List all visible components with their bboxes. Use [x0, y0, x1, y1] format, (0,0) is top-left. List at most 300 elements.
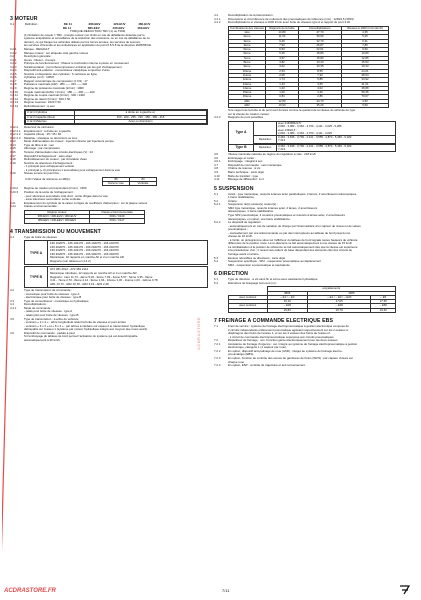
line-text: Avant : type mécanique, ressorts à lames acier paraboliques, 2 lames, 2 amortisseurs télescopiques,: [228, 192, 357, 196]
line-number: 3.21: [10, 201, 16, 205]
table-cell: 7ème: [229, 56, 266, 60]
noise-value: 83: [130, 177, 157, 181]
ratio-values: 3,462 - 3,636 - 3,793 - 4,121 - 4,555 - 4,874 - 5,466 - 6,182: [278, 143, 352, 148]
table-cell: 22,61: [299, 48, 342, 52]
line-number: 4.10: [214, 174, 220, 178]
detail-line: 166 102070 - 166 102170 - 166 102270 - 166 102370: [50, 242, 119, 246]
line-text: - automatiquement en cas de variation de charge par l'intermédiaire d'un capteur de niveau et de valves: [228, 224, 361, 228]
spec-line: [10, 205, 208, 209]
table-cell: 380-EUV / 430-EUV / 460-EUV: [25, 214, 90, 218]
line-text: Refroidissement du moteur : par circulation d'eau: [24, 158, 87, 162]
turning-table-block: [228, 286, 413, 313]
line-text: Barre technique : sans objet: [228, 171, 264, 175]
ratio-note: [214, 109, 413, 116]
table-row: [229, 103, 389, 107]
table-cell: 13,80: [266, 30, 299, 34]
line-text: Réservoir de carburant :: [24, 126, 56, 130]
line-text: système antipollution et surveillance de la réduction des émissions, ou en cas de défaillance de ce: [24, 37, 150, 41]
table-row: [25, 219, 145, 223]
line-number: 3.17: [10, 154, 16, 158]
axle-ratio-block: [228, 121, 413, 152]
engine-spec-list-2: [10, 126, 208, 176]
line-number: 4.2: [10, 289, 15, 293]
transmission-spec-list: [10, 289, 208, 342]
line-text: pneumatiques ;: [228, 228, 248, 232]
line-text: Régime maximal : 2220 ± 50: [24, 101, 61, 105]
line-text: Type de direction : à vis sans fin et écrou avec assistance hydraulique: [228, 278, 318, 282]
table-cell: 47,70: [299, 30, 342, 34]
line-number: 3.2.1: [10, 47, 17, 51]
type-a-details: [48, 241, 207, 264]
detail-line: Rapports (voir tableau en 4.4.2): [50, 259, 91, 263]
table-cell: 44,70: [299, 99, 342, 103]
table-cell: 4,02: [299, 86, 342, 90]
table-cell: 24,01: [342, 69, 389, 73]
line-text: Couple maximal (daNm / tr/min) : 180 ----- 200 ----- 220: [24, 90, 95, 94]
line-number: 3.2.9: [10, 86, 17, 90]
line-number: 3.20.3: [10, 190, 19, 194]
table-cell: 9ème: [229, 65, 266, 69]
spec-line: [10, 105, 208, 109]
left-column: [10, 14, 208, 342]
section-title-direction: 6 DIRECTION: [214, 271, 248, 278]
line-number: 4.5: [10, 317, 15, 321]
line-text: 1 barre stabilisatrice.: [228, 196, 255, 200]
line-number: 6.1: [214, 278, 219, 282]
ratio-header: Démultiplications: [299, 26, 342, 30]
line-number: 5.3: [214, 256, 219, 260]
line-text: Dispositif de commande : pédale à pied: [24, 331, 75, 335]
line-number: 7.2: [214, 339, 219, 343]
line-number: 3.2.10: [10, 90, 19, 94]
col: 380-EEV: [87, 25, 100, 30]
tyre-label: avec 315/80R22,5 :: [278, 120, 303, 125]
line-number: 3.2.1: [10, 58, 17, 62]
line-text: Suspension spécifique : SP2 - suspension pneumatique au déplacement: [228, 260, 321, 264]
table-cell: 41,01: [342, 82, 389, 86]
col: 460-EEV: [137, 25, 150, 30]
line-number: 7.2.3: [214, 356, 221, 360]
line-number: 7.2.4: [214, 364, 221, 368]
tyre-label: avec 13R22,5 :: [278, 127, 297, 132]
line-number: 3.2.4: [10, 69, 17, 73]
line-number: 4.4.3: [214, 116, 221, 120]
line-number: 3.24: [10, 205, 16, 209]
line-text: Régime de couple maximal (tr/min) : 900 / 1400: [24, 94, 85, 98]
line-text: En option, fonction de contrôle des usures de garnitures de freins (WCS) : par capteur d'usure sur: [228, 356, 354, 360]
line-number: 5.2.1: [214, 203, 221, 207]
demultiplication-list: [214, 14, 413, 25]
col: 460-EUV: [138, 22, 151, 26]
env-class-block: [24, 210, 208, 224]
line-number: 4.3: [10, 299, 15, 303]
line-text: En option, dispositif anti-patinage de roue (ASR) : intégré au système de freinage électro-: [228, 349, 343, 353]
table-cell: 15,80: [299, 56, 342, 60]
line-text: Régime de puissance maximale (tr/min) : 1900: [24, 86, 84, 90]
line-text: pneumatique (EBS).: [228, 353, 255, 357]
table-cell: 1ère: [229, 30, 266, 34]
detail-line: 166 302070 - 166 302170 - 166 302270 - 166 302370: [50, 252, 119, 256]
line-text: Embrayage et carter :: [228, 156, 256, 160]
noise-position: Dans le voie: [103, 182, 130, 186]
table-cell: 10ème: [229, 69, 266, 73]
line-number: 3.18: [10, 158, 16, 162]
line-number: 3.2.2: [10, 51, 17, 55]
table-cell: 48,88: [342, 86, 389, 90]
line-number: 6.2: [214, 281, 219, 285]
line-text: les services d'incendie et les ambulances en application du point 6.5.5.8 de la directive 2005/55/CE: [24, 44, 152, 48]
table-cell: 1,20: [266, 86, 299, 90]
line-text: Dimensions et circonférence de roulement des pneumatiques de référence (mm) : 12R22,5 (3453): [228, 17, 354, 21]
table-cell: 12ème: [229, 78, 266, 82]
line-text: sur la vitesse de rotation moteur.: [228, 112, 270, 116]
type-a-label: Type A: [229, 121, 254, 144]
table-cell: 9,49: [266, 39, 299, 43]
turning-cell: -- E5: [371, 295, 396, 299]
spec-line: [214, 21, 413, 25]
table-cell: 2ème: [229, 35, 266, 39]
spec-line: [214, 264, 413, 268]
line-number: 5.1: [214, 192, 219, 196]
ratio-values: 3,462 - 3,636 - 3,793 - 4,121 - 4,555 - 4,874 - 5,466 - 6,182: [278, 135, 352, 140]
table-cell: 35,26: [299, 103, 342, 107]
table-cell: 15,53: [342, 61, 389, 65]
gearbox-type-b-box: [24, 266, 208, 288]
line-text: Arrière :: [228, 199, 239, 203]
ratio-values: 7,213: [278, 147, 285, 151]
line-text: Mode d'alimentation du moteur : injection directe par injecteurs pompe: [24, 140, 114, 144]
line-text: Tension d'alimentation des circuits électriques (V) : 24: [24, 150, 93, 154]
line-text: - mécanique pour boîte de vitesses : type A: [24, 292, 80, 296]
table-cell: 160 - 220 - 255 - 315 - 350 - 380 - 415: [75, 115, 207, 119]
axle-ratio-table: [228, 121, 396, 152]
line-text: télescopiques, 1 barre stabilisatrice.: [228, 210, 274, 214]
line-text: SM2 - suspension à pneumatique et équivalente: [228, 263, 290, 267]
line-text: Matériau : plastique ou aluminium ou inox: [24, 136, 78, 140]
env-header: Régime moteur: [25, 210, 90, 214]
turning-cell: 16,76: [307, 308, 370, 312]
line-number: 5.2: [214, 199, 219, 203]
reduction-label: Réduction: [254, 136, 277, 144]
line-number: 3.12.4: [10, 126, 19, 130]
table-cell: 3,82: [266, 61, 299, 65]
line-number: 3.20: [10, 172, 16, 176]
line-number: 3.2.7: [10, 79, 17, 83]
type-b-label: Type B: [229, 144, 254, 152]
table-cell: 26,87: [299, 43, 342, 47]
line-text: Embrayage : intégral à sec: [228, 160, 263, 164]
watermark-text: ACDRASTORE.FR: [4, 588, 56, 594]
table-cell: 14ème: [229, 86, 266, 90]
line-text: 2 circuits indépendants entièrement pneumatique agissant respectivement sur les 2 essieux à: [228, 328, 348, 332]
signature-mark: [398, 584, 412, 596]
table-cell: 6,41: [342, 39, 389, 43]
line-text: Frein de service : système de freinage électropneumatique à gestion électronique composé de: [228, 325, 349, 329]
table-cell: 19,33: [342, 65, 389, 69]
table-cell: 3.12.1 Cylindres: [26, 111, 75, 115]
detail-line: 3,41 - 7ème 2,70 - 8ème 2,12 - 9ème 1,64 - 10ème 1,30 - 11ème 1,00 - 12ème 0,78: [50, 279, 158, 283]
num: 3.1: [10, 22, 15, 26]
line-text: Classe environnementale :: [24, 205, 59, 209]
line-text: - à l'arrêt, un pictogramme situé sur l'afficheur du tableau de bord signale toutes hauteurs de véhicule: [228, 238, 358, 242]
right-column: [214, 14, 413, 368]
table-cell: 4,35: [342, 30, 389, 34]
line-text: diaphragme des freins de l'essieu 1, et sur les 2 essieux des freins de l'essieu 2.: [228, 332, 331, 336]
line-text: Diamètres de braquage hors-tout (m) :: [228, 281, 278, 285]
detail-line: 166 222070 - 166 222170 - 166 222270 - 166 222370: [50, 249, 119, 253]
turning-table: [228, 286, 396, 313]
line-text: - relais pour boîte de vitesses : type A: [24, 310, 73, 314]
page-number: 7/11: [222, 588, 230, 593]
table-row: [26, 119, 207, 123]
line-text: Type SP2 pneumatique, 4 coussins pneumatiques et ressorts à lames acier, 2 amortisseurs: [228, 213, 345, 217]
table-cell: 39,90: [299, 35, 342, 39]
line-text: télescopiques, en option, une barre stabilisatrice.: [228, 217, 291, 221]
line-number: 4.7: [214, 163, 219, 167]
line-text: automatiquement à 30 km/h.: [24, 338, 61, 342]
table-cell: 5,46: [266, 52, 299, 56]
line-number: 4.6: [10, 331, 15, 335]
line-text: Nombre de silencieux d'échappement :: [24, 161, 74, 165]
line-text: débrayable sur l'essieu 1 (système par moteur hydraulique intégré aux moyeux des roues avant): [24, 328, 148, 332]
table-cell: 7,93: [266, 43, 299, 47]
turning-cell: 19,30: [371, 308, 396, 312]
line-text: Principe de fonctionnement : Moteur à combustion interne à piston en mouvement: [24, 62, 129, 66]
line-text: Emplacement du symbole de la valeur corrigée du coefficient d'absorption : sur la plaque moteur: [24, 201, 148, 205]
line-text: Suralimentation : par turbocompresseur entraîné par les gaz d'échappement: [24, 65, 122, 69]
section-title-engine: 3 MOTEUR: [10, 16, 38, 22]
line-number: 4.4: [214, 14, 219, 17]
section-title-transmission: 4 TRANSMISSION DU MOUVEMENT: [10, 228, 101, 235]
table-cell: 11ème: [229, 73, 266, 77]
env-header: Classe environnementale: [90, 210, 145, 214]
line-number: 4.6.1: [214, 160, 221, 164]
col: DE 11: [62, 25, 72, 30]
engine-spec-list-3: [10, 187, 208, 208]
line-text: Puissance maximale (kW) : 280 ----- 323 ----- 346: [24, 83, 88, 87]
table-cell: 32,70: [299, 39, 342, 43]
line-number: 3.2.2: [10, 62, 17, 66]
table-cell: 16ème: [229, 95, 266, 99]
table-cell: 34,92: [342, 78, 389, 82]
line-number: 4.5: [214, 153, 219, 157]
turning-cell: 17,35: [371, 300, 396, 304]
ratio-header: Vitesses à 1000 tr/min (km/h): [342, 26, 389, 30]
type-b-label: TYPE B: [25, 267, 48, 287]
table-cell: 1,74: [266, 78, 299, 82]
table-cell: 4,57: [266, 56, 299, 60]
line-text: - électronique pour boîte de vitesses : type B: [24, 296, 82, 300]
detail-line: Mécanique, 16 rapports en marche AV et 2 en marche AR: [50, 256, 124, 260]
table-cell: 7,20: [299, 73, 342, 77]
turning-top-header: empattements: [267, 287, 396, 291]
table-cell: 380-EEV / 430-EEV / 460-EEV: [25, 219, 90, 223]
line-text: Type de transmission : à arbre du véhicule: [24, 317, 79, 321]
table-cell: 10,90: [266, 103, 299, 107]
ratio-values: 7,213: [278, 138, 285, 143]
line-text: vitesse de 10 km/h.: [228, 235, 253, 239]
detail-line: AR1 13,73 - AR2 10,78 - AR3 3,19 - AR4 2,48: [50, 282, 109, 286]
line-text: - 1 principal pour échappement vertical: [24, 165, 74, 169]
table-cell: 1,00: [266, 91, 299, 95]
line-text: Capacité (litres) : 25 / 45 / 60: [24, 133, 62, 137]
spec-line: [214, 178, 413, 182]
table-cell: 12,80: [266, 99, 299, 103]
line-text: freinage avant et arrière.: [228, 252, 260, 256]
ratio-table-block: [228, 26, 413, 109]
line-text: Mode de commande :: [24, 306, 52, 310]
line-text: Dispositif anti-pollution : convertisseur catalytique à injection d'urée: [24, 69, 110, 73]
line-text: Rapport volumétrique de compression (± 0,5) : 17: [24, 79, 88, 83]
line-text: Répartiteur de freinage : non. Fonction gérée électroniquement pour les deux essieux.: [228, 339, 339, 343]
torque-reduction-label: TORQUE REDUCTION TRU (1) ou TR40: [70, 29, 126, 34]
table-cell: 13,43: [299, 61, 342, 65]
turning-col: 3965: [307, 291, 395, 295]
turning-cell: avec versions: [229, 295, 268, 299]
noise-block: [24, 177, 208, 187]
line-text: - 1 circuit de commande électropneumatique superposé aux circuits pneumatiques.: [228, 335, 335, 339]
table-cell: 13ème: [229, 82, 266, 86]
spec-line: [214, 364, 413, 368]
line-text: Marque : RENAULT: [24, 47, 50, 51]
table-cell: 3,40: [299, 91, 342, 95]
ratio-header: Combinaisons des vitesses: [230, 25, 264, 30]
turning-cell: avec versions: [229, 304, 268, 308]
noise-label: 3.20.1 Valeur de référence en dB(A) :: [25, 176, 72, 181]
section-title-braking: 7 FREINAGE A COMMANDE ELECTRIQUE EBS: [214, 318, 334, 325]
table-cell: 3,02: [266, 65, 299, 69]
ratio-values: 2,846 - 3,083 - 3,364 - 3,700 - 4,111 - 4,625: [278, 130, 333, 135]
line-number: 4.11: [214, 178, 220, 182]
line-number: 3.2: [10, 55, 15, 59]
line-text: (1) limitation de couple = TR0 - (couple moteur non limité en cas de défaillance détectée par le: [24, 33, 145, 37]
turning-col: 3865: [267, 291, 307, 295]
col: DE 11: [63, 22, 72, 26]
line-text: - 1 principal (+ 2) principal et 1 secondaire) pour échappement dans la voie: [24, 168, 121, 172]
braking-list: [214, 325, 413, 368]
table-cell: 11,54: [266, 35, 299, 39]
table-cell: 8,55: [299, 69, 342, 73]
table-cell: à droite av. à gauche ar.: [75, 111, 207, 115]
direction-list: [214, 278, 413, 285]
line-number: 3.2.14: [10, 104, 19, 108]
noise-position: Verticale: [130, 182, 157, 186]
line-number: 3.15: [10, 147, 16, 151]
turning-cell: 17,05: [307, 300, 370, 304]
line-text: électronique, catégorie 1 (1 capteur par roue).: [228, 346, 287, 350]
noise-table: [24, 177, 157, 187]
line-text: Vitesse maximale calculée au régime de régulation à vide : 218 km/h: [228, 153, 316, 157]
env-class-table: [24, 210, 145, 224]
line-number: 4.4: [10, 303, 15, 307]
line-number: 5.4: [214, 260, 219, 264]
turning-cell: -- E20: [267, 304, 307, 308]
line-number: 3.12.4.1: [10, 129, 21, 133]
table-cell: 15ème: [229, 91, 266, 95]
turning-cell: 15,84: [267, 308, 307, 312]
table-cell: 9,60: [342, 48, 389, 52]
line-number: 5.2.2: [214, 221, 221, 225]
spec-line: [10, 172, 208, 176]
col: 420-EUV: [113, 22, 126, 26]
turning-cell: 16,10: [267, 300, 307, 304]
line-number: 4.1: [10, 235, 15, 239]
line-text: Démultiplications et vitesses à 1000 tr/min avec boîte de vitesses type A et rapport de pont 3,40: [228, 21, 351, 25]
table-cell: AR1: [229, 99, 266, 103]
line-number: 3.2.5: [10, 72, 17, 76]
line-number: 7.2.1: [214, 342, 221, 346]
label: Définition :: [24, 22, 40, 26]
table-cell: 5,26: [342, 35, 389, 39]
table-cell: 10,35: [299, 65, 342, 69]
table-cell: 3.12.3 Matériau: [26, 119, 75, 123]
table-cell: AR2: [229, 103, 266, 107]
table-cell: 0001 / 0140: [90, 214, 145, 218]
line-text: Marque moteur : sur étiquette côté gauche moteur: [24, 51, 89, 55]
line-text: Description générale :: [24, 55, 53, 59]
line-text: Démultiplications :: [24, 303, 48, 307]
line-text: Le dispositif de régulation :: [228, 221, 263, 225]
table-cell: 28,54: [342, 73, 389, 77]
detail-line: Rapports : 1ère 11,73 - 2ème 9,04 - 3ème 7,09 - 4ème 5,57 - 5ème 4,35 - 6ème: [50, 275, 153, 279]
line-text: - versions « 2 x 4 » : arbre longitudinal reliant la boîte de vitesses et pont arrière: [24, 321, 127, 325]
turning-cell: -- E60: [371, 304, 396, 308]
line-text: Assistance de freinage d'urgence : oui. Intégré au système de freinage électropneumatique à gestion: [228, 342, 358, 346]
detail-line: Mécanique robotisée, 12 rapports en marche AV et 4 en marche AR: [50, 271, 137, 275]
line-text: Emplacement : à droite av. à gauche: [24, 129, 71, 133]
cylinder-box: [24, 109, 208, 125]
line-number: 3.2.6: [10, 76, 17, 80]
line-number: 3.20.2: [10, 187, 19, 191]
table-cell: 8ème: [229, 61, 266, 65]
line-number: 7.2.2: [214, 349, 221, 353]
line-text: - pour silencieux secondaire côté droit : sortie dirigée dans la voie: [24, 194, 108, 198]
line-text: Nombre et disposition des cylindres : 6 verticaux en ligne: [24, 72, 97, 76]
line-text: Régime de ralenti (tr/min) : 600 ± 50: [24, 97, 71, 101]
table-cell: 2,86: [299, 95, 342, 99]
type-b-details: [48, 267, 207, 287]
table-cell: 2,08: [266, 73, 299, 77]
table-cell: 7,80: [342, 43, 389, 47]
line-number: 3.14: [10, 143, 16, 147]
line-text: dernier), ce qui bloque les véhicules utilisés par les forces armées, les services de secours,: [24, 40, 141, 44]
line-text: Si le rapport de la boîte et du pont sont donnés comme la quotient de la vitesse du véhicule de type: [228, 109, 356, 113]
table-cell: 0001 / 0147: [90, 219, 145, 223]
table-cell: 6ème: [229, 52, 266, 56]
table-cell: 5ème: [229, 48, 266, 52]
line-number: 3.12.4.3: [10, 136, 21, 140]
line-text: - sans silencieux secondaire: sortie verticale: [24, 198, 81, 202]
table-cell: 4,50: [342, 99, 389, 103]
line-number: 3.13: [10, 140, 16, 144]
line-text: En option, ESP : contrôle de trajectoire et anti renversement.: [228, 364, 306, 368]
line-text: - versions « 6 x 2 » et « 6 x 4 » : par arbres à cardans sur essieu 2 et transmission hydraulique: [24, 324, 145, 328]
transmission-type-line: [10, 236, 208, 240]
line-text: - relais pilot pour boîte de vitesses : type B: [24, 313, 79, 317]
gearbox-type-a-box: [24, 240, 208, 265]
table-cell: 3.12.2 Capacité (litres): [26, 115, 75, 119]
line-text: Type de filtre à air : sec: [24, 143, 54, 147]
line-number: 3.2.3: [10, 65, 17, 69]
line-text: Essieux relevables ou directeurs : sans objet: [228, 256, 286, 260]
line-text: Blocage de différentiel : à cl.: [228, 178, 265, 182]
line-number: 7.1: [214, 325, 219, 329]
engine-spec-list: [10, 34, 208, 108]
watermark-stamp: ACDRASTORE: [196, 316, 201, 350]
table-cell: 4ème: [229, 43, 266, 47]
line-number: 3.16: [10, 150, 16, 154]
line-text: différentes de la position route. La ré-descente se fait automatiquement à une vitesse de 15 km/h: [228, 242, 353, 246]
